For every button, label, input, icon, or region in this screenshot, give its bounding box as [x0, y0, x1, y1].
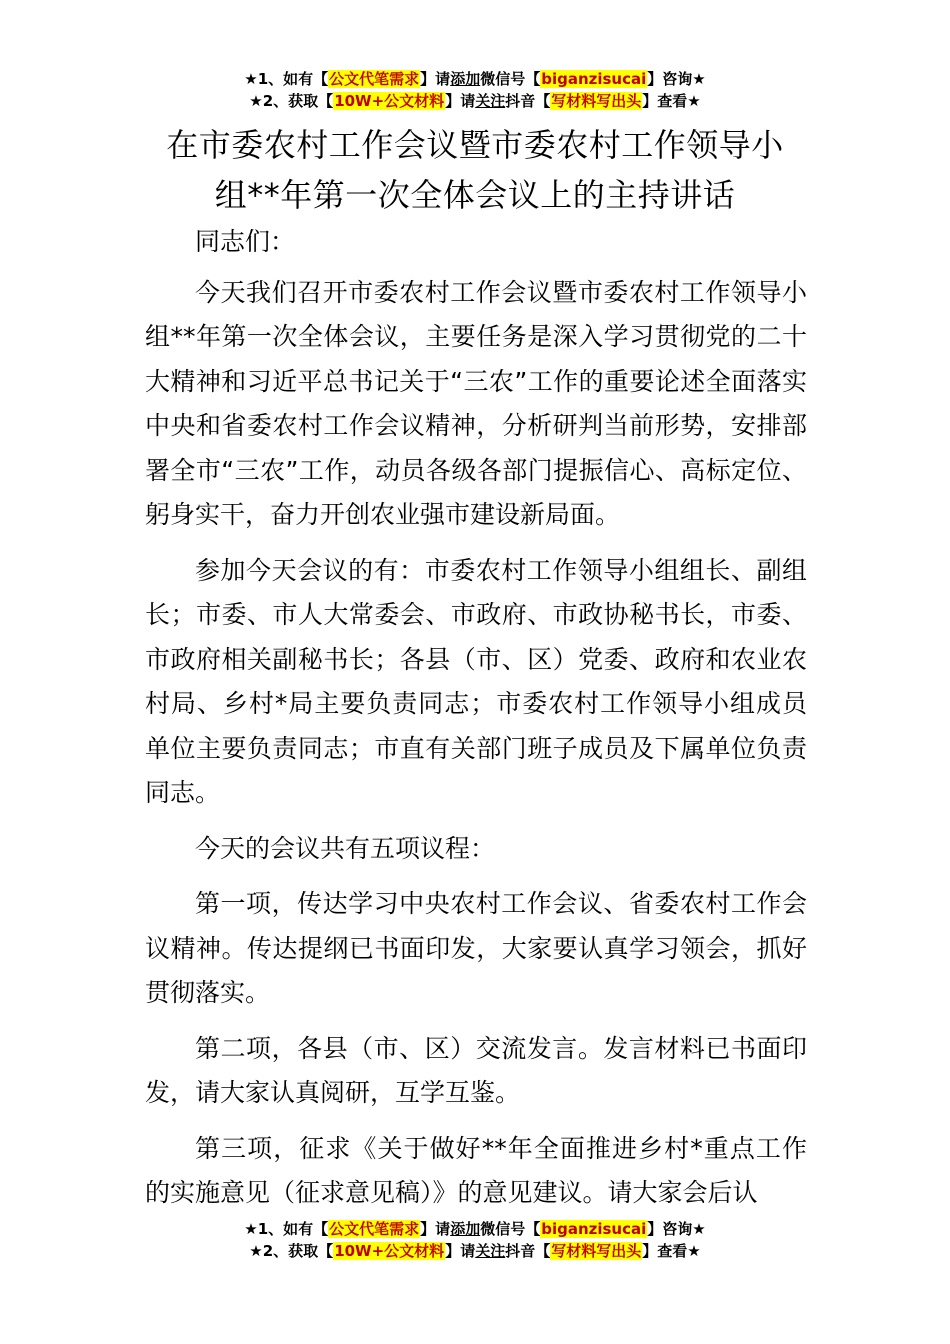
banner-highlight: 10W+公文材料: [334, 92, 445, 110]
banner-text: 】咨询★: [647, 70, 706, 88]
document-body-viewport: [0, 220, 950, 1212]
banner-highlight: biganzisucai: [541, 70, 647, 88]
banner-text: 】查看★: [642, 1242, 701, 1260]
banner-text: 】查看★: [642, 92, 701, 110]
banner-text: 】请: [420, 1220, 451, 1238]
banner-underline: 关注: [475, 92, 506, 110]
banner-line-2: [0, 90, 950, 112]
banner-line-2: [0, 1240, 950, 1262]
banner-highlight: 写材料写出头: [551, 1242, 642, 1260]
banner-text: 抖音【: [505, 1242, 551, 1260]
banner-highlight: 写材料写出头: [551, 92, 642, 110]
footer-banner: [0, 1218, 950, 1262]
title-line-1: 在市委农村工作会议暨市委农村工作领导小: [166, 126, 784, 164]
banner-underline: 添加: [450, 70, 481, 88]
document-body: [145, 220, 807, 1212]
banner-underline: 关注: [475, 1242, 506, 1260]
paragraph-item-3: 第三项，征求《关于做好**年全面推进乡村*重点工作的实施意见（征求意见稿）》的意见建议。请大家会后认: [145, 1133, 807, 1207]
paragraph-item-1: 第一项，传达学习中央农村工作会议、省委农村工作会议精神。传达提纲已书面印发，大家要认真学习领会，抓好贯彻落实。: [145, 889, 807, 1007]
paragraph-intro: 今天我们召开市委农村工作会议暨市委农村工作领导小组**年第一次全体会议，主要任务是深入学习贯彻党的二十大精神和习近平总书记关于“三农”工作的重要论述全面落实中央和省委农村工作会议精神，分析研判当前形势，安排部署全市“三农”工作，动员各级各部门提振信心、高标定位、躬身实干，奋力开创农业强市建设新局面。: [145, 277, 807, 529]
banner-text: 】请: [445, 92, 476, 110]
banner-highlight: 公文代笔需求: [329, 1220, 420, 1238]
paragraph-agenda: 今天的会议共有五项议程：: [195, 833, 496, 863]
banner-line-1: [0, 68, 950, 90]
banner-text: ★2、获取【: [249, 92, 334, 110]
banner-line-1: [0, 1218, 950, 1240]
banner-text: 】请: [420, 70, 451, 88]
banner-text: 】咨询★: [647, 1220, 706, 1238]
paragraph-item-2: 第二项，各县（市、区）交流发言。发言材料已书面印发，请大家认真阅研，互学互鉴。: [145, 1033, 807, 1107]
banner-text: 微信号【: [480, 70, 541, 88]
paragraph-attendees: 参加今天会议的有：市委农村工作领导小组组长、副组长；市委、市人大常委会、市政府、市政协秘书长，市委、市政府相关副秘书长；各县（市、区）党委、政府和农业农村局、乡村*局主要负责同志；市委农村工作领导小组成员单位主要负责同志；市直有关部门班子成员及下属单位负责同志。: [145, 555, 807, 807]
banner-text: ★2、获取【: [249, 1242, 334, 1260]
banner-text: 微信号【: [480, 1220, 541, 1238]
banner-highlight: 10W+公文材料: [334, 1242, 445, 1260]
document-title: [145, 120, 805, 220]
title-line-2: 组**年第一次全体会议上的主持讲话: [214, 176, 736, 214]
salutation: 同志们：: [195, 227, 296, 256]
banner-highlight: biganzisucai: [541, 1220, 647, 1238]
banner-underline: 添加: [450, 1220, 481, 1238]
header-banner: [0, 68, 950, 112]
banner-text: 】请: [445, 1242, 476, 1260]
banner-highlight: 公文代笔需求: [329, 70, 420, 88]
banner-text: ★1、如有【: [244, 70, 329, 88]
banner-text: 抖音【: [505, 92, 551, 110]
banner-text: ★1、如有【: [244, 1220, 329, 1238]
